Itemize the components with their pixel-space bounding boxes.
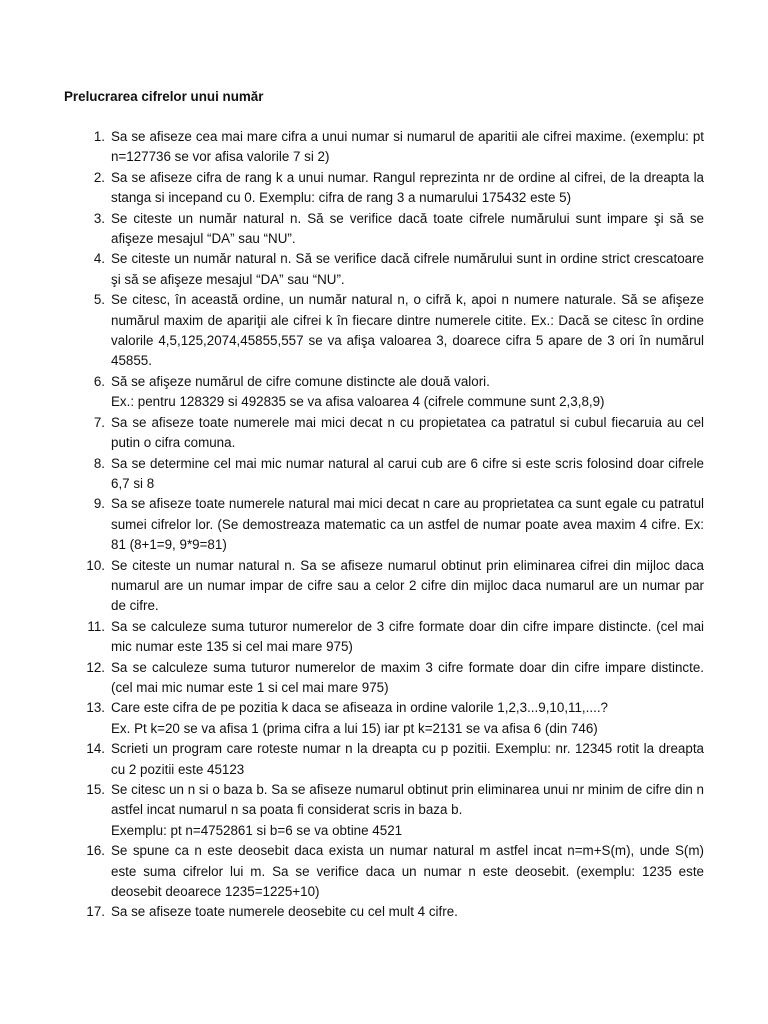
item-text: Sa se afiseze toate numerele mai mici decat n cu propietatea ca patratul si cubul fiecaruia au cel putin o cifra comuna. <box>111 414 704 451</box>
item-number: 7. <box>93 414 105 430</box>
list-item <box>64 127 704 168</box>
item-text: Sa se afiseze toate numerele natural mai mici decat n care au proprietatea ca sunt egale cu patratul sumei cifrelor lor. (Se demostreaza matematic ca un astfel de numar poate avea maxim 4 cifre. Ex: 81 (8+1=9, 9*9=81) <box>111 496 704 553</box>
item-text: Care este cifra de pe pozitia k daca se afiseaza in ordine valorile 1,2,3...9,10,11,....? <box>111 700 608 716</box>
item-text: Sa se calculeze suma tuturor numerelor de 3 cifre formate doar din cifre impare distincte. (cel mai mic numar este 135 si cel mai mare 975) <box>111 618 704 655</box>
item-number: 1. <box>93 129 105 144</box>
list-item <box>64 902 704 922</box>
list-item <box>64 290 704 372</box>
item-number: 15. <box>86 782 105 797</box>
item-number: 8. <box>93 455 105 471</box>
item-text: Ex. Pt k=20 se va afisa 1 (prima cifra a lui 15) iar pt k=2131 se va afisa 6 (din 746) <box>111 720 598 736</box>
item-text: Sa se afiseze toate numerele deosebite cu cel mult 4 cifre. <box>111 904 458 920</box>
item-text: Se citeste un număr natural n. Să se verifice dacă cifrele numărului sunt in ordine strict crescatoare şi să se afişeze mesajul “DA” sau “NU”. <box>111 251 704 287</box>
item-text: Sa se afiseze cea mai mare cifra a unui numar si numarul de aparitii ale cifrei maxime. (exemplu: pt n=127736 se vor afisa valorile 7 si 2) <box>111 129 704 165</box>
list-item <box>64 698 704 739</box>
list-item <box>64 739 704 780</box>
list-item <box>64 617 704 658</box>
list-item <box>64 372 704 413</box>
item-number: 5. <box>93 292 105 308</box>
item-number: 13. <box>86 700 105 716</box>
list-item <box>64 168 704 209</box>
item-text: Se citeste un număr natural n. Să se verifice dacă toate cifrele numărului sunt impare şi să se afişeze mesajul “DA” sau “NU”. <box>111 210 704 247</box>
item-text: Scrieti un program care roteste numar n la dreapta cu p pozitii. Exemplu: nr. 12345 rotit la dreapta cu 2 pozitii este 45123 <box>111 741 704 777</box>
list-item <box>64 454 704 495</box>
item-text: Se citeste un numar natural n. Sa se afiseze numarul obtinut prin eliminarea cifrei din mijloc daca numarul are un numar impar de cifre sau a celor 2 cifre din mijloc daca numarul are un numar par de cifre. <box>111 557 704 614</box>
page-title: Prelucrarea cifrelor unui număr <box>64 89 264 104</box>
list-item <box>64 249 704 290</box>
item-number: 16. <box>86 843 105 859</box>
item-number: 17. <box>86 904 105 920</box>
item-text: Sa se calculeze suma tuturor numerelor de maxim 3 cifre formate doar din cifre impare distincte. (cel mai mic numar este 1 si cel mai mare 975) <box>111 659 704 695</box>
item-number: 10. <box>86 557 105 573</box>
problem-list <box>64 127 704 923</box>
list-item <box>64 209 704 250</box>
item-number: 9. <box>93 496 105 512</box>
item-number: 3. <box>93 210 105 226</box>
item-text: Să se afişeze numărul de cifre comune distincte ale două valori. <box>111 373 490 389</box>
item-text: Se spune ca n este deosebit daca exista un numar natural m astfel incat n=m+S(m), unde S(m) este suma cifrelor lui m. Sa se verifice daca un numar n este deosebit. (exemplu: 1235 este deosebit deoarece 1235=1225+10) <box>111 843 704 900</box>
item-text: Se citesc, în această ordine, un număr natural n, o cifră k, apoi n numere naturale. Să se afişeze numărul maxim de apariţii ale cifrei k în fiecare dintre numerele citite. Ex.: Dacă se citesc în ordine valorile 4,5,125,2074,45855,557 se va afişa valoarea 3, doarece cifra 5 apare de 3 ori în numărul 45855. <box>111 292 704 369</box>
item-text: Se citesc un n si o baza b. Sa se afiseze numarul obtinut prin eliminarea unui nr minim de cifre din n astfel incat numarul n sa poata fi considerat scris in baza b. <box>111 782 704 818</box>
item-number: 12. <box>86 659 105 675</box>
item-text: Ex.: pentru 128329 si 492835 se va afisa valoarea 4 (cifrele commune sunt 2,3,8,9) <box>111 394 605 410</box>
item-number: 4. <box>93 251 105 267</box>
item-number: 2. <box>93 169 105 185</box>
item-number: 14. <box>86 741 105 757</box>
item-text: Sa se afiseze cifra de rang k a unui numar. Rangul reprezinta nr de ordine al cifrei, de la dreapta la stanga si incepand cu 0. Exemplu: cifra de rang 3 a numarului 175432 este 5) <box>111 169 704 206</box>
list-item <box>64 556 704 617</box>
item-number: 11. <box>87 618 105 634</box>
item-number: 6. <box>93 373 105 389</box>
list-item <box>64 494 704 555</box>
list-item <box>64 780 704 841</box>
list-item <box>64 658 704 699</box>
item-text: Exemplu: pt n=4752861 si b=6 se va obtine 4521 <box>111 822 403 838</box>
list-item <box>64 413 704 454</box>
list-item <box>64 841 704 902</box>
item-text: Sa se determine cel mai mic numar natural al carui cub are 6 cifre si este scris folosind doar cifrele 6,7 si 8 <box>111 455 704 491</box>
